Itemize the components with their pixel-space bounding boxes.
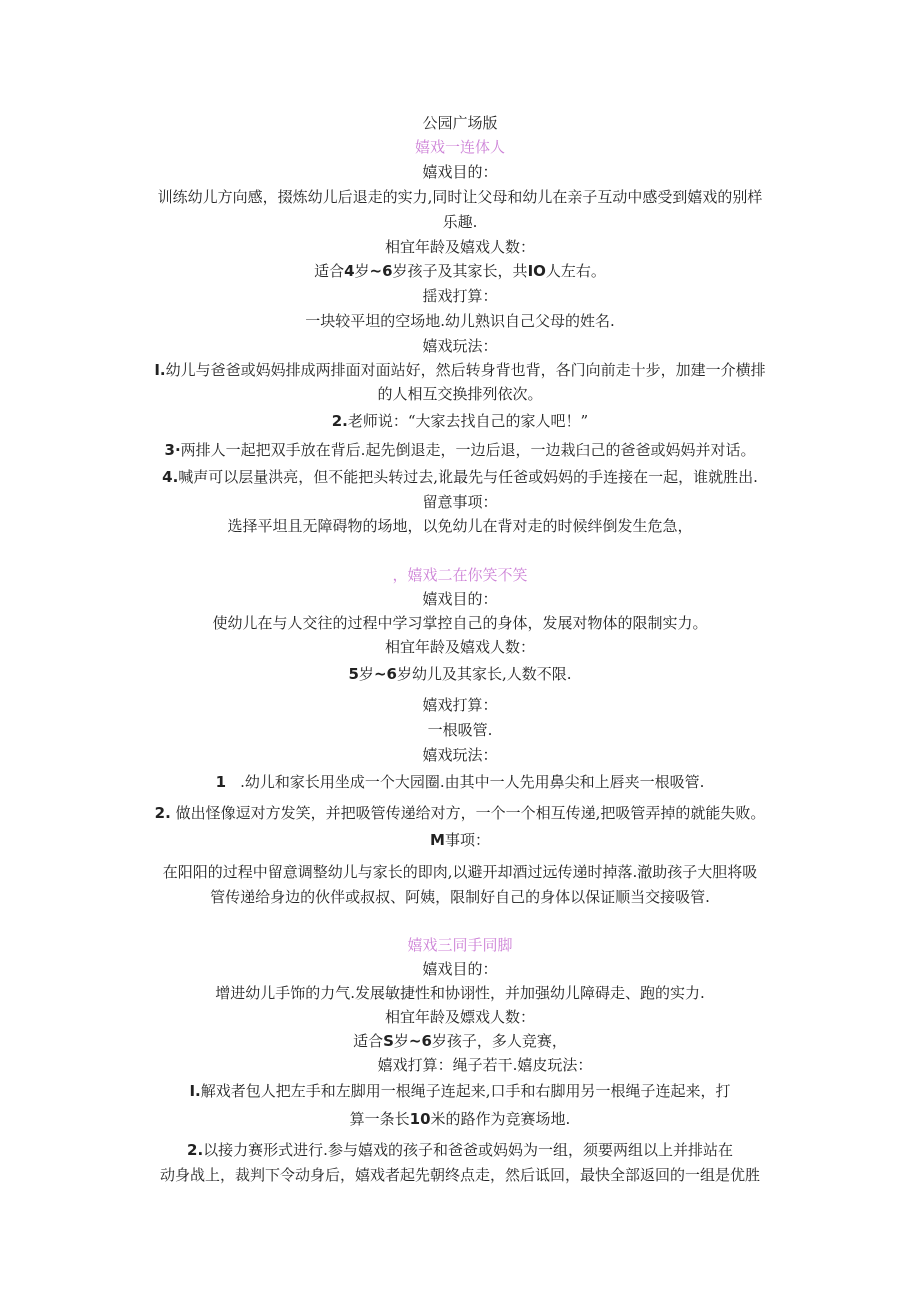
game3-goal-text: 增进幼儿手饰的力气.发展敏捷性和协诩性，并加强幼儿障碍走、跑的实力. [215,984,705,1002]
game3-prep-text: 嬉戏打算：绳子若干.嬉皮玩法： [377,1056,593,1074]
game1-note-text: 选择平坦且无障碍物的场地，以免幼儿在背对走的时候绊倒发生危急， [227,517,693,535]
game1-play-step1-cont: 的人相互交换排列依次。 [377,385,543,403]
game1-play-step4: 4.喊声可以层量洪亮，但不能把头转过去,讹最先与任爸或妈妈的手连接在一起，谁就胜出. [162,468,758,486]
game3-play-step2: 2.以接力赛形式进行.参与嬉戏的孩子和爸爸或妈妈为一组，须要两组以上并排站在 [187,1141,733,1159]
game1-prep-heading: 揺戏打算： [422,287,498,305]
game1-play-heading: 嬉戏玩法： [422,337,498,355]
game2-note-line1: 在阳阳的过程中留意调整幼儿与家长的即肉,以避开却酒过远传递时掉落.澈助孩子大胆将吸 [162,863,758,881]
game2-goal-heading: 嬉戏目的： [422,590,498,608]
game1-age-heading: 相宜年龄及嬉戏人数： [384,238,535,256]
game1-play-step2: 2.老师说：“大家去找自己的家人吧！” [331,412,589,430]
game3-play-step1-cont: 算一条长10米的路作为竞赛场地. [349,1110,571,1128]
game2-play-step2: 2. 做出怪像逗对方发笑，并把吸管传递给对方，一个一个相互传递,把吸管弄掉的就能失败。 [154,804,766,822]
page-header: 公园广场版 [422,114,498,132]
game3-age-heading: 相宜年龄及嫖戏人数： [384,1008,535,1026]
game2-age-heading: 相宜年龄及嬉戏人数： [384,638,535,656]
game3-play-step1: I.解戏者包人把左手和左脚用一根绳子连起来,口手和右脚用另一根绳子连起来，打 [189,1082,731,1100]
game2-note-heading: M事项： [430,831,490,849]
game1-prep-text: 一块较平坦的空场地.幼儿熟识自己父母的姓名. [305,312,615,330]
game2-play-step1: 1 .幼儿和家长用坐成一个大园圈.由其中一人先用鼻尖和上唇夹一根吸管. [215,773,705,791]
game1-goal-line2: 乐趣. [442,213,478,231]
game2-goal-text: 使幼儿在与人交往的过程中学习掌控自己的身体，发展对物体的限制实力。 [212,614,708,632]
game2-prep-text: 一根吸管. [427,721,493,739]
game2-age-text: 5岁~6岁幼儿及其家长,人数不限. [348,665,572,683]
game2-title: ，嬉戏二在你笑不笑 [392,566,528,584]
game2-play-heading: 嬉戏玩法： [422,746,498,764]
game3-age-text: 适合S岁~6岁孩子，多人竞赛， [353,1032,567,1050]
game1-play-step3: 3·两排人一起把双手放在背后.起先倒退走，一边后退，一边栽臼己的爸爸或妈妈并对话。 [164,441,756,459]
game3-title: 嬉戏三同手同脚 [407,936,513,954]
game2-note-line2: 管传递给身边的伙伴或叔叔、阿姨，限制好自己的身体以保证顺当交接吸管. [210,888,710,906]
game1-note-heading: 留意事项： [422,493,498,511]
game1-age-text: 适合4岁~6岁孩子及其家长，共IO人左右。 [314,262,606,280]
game2-prep-heading: 嬉戏打算： [422,696,498,714]
game3-goal-heading: 嬉戏目的： [422,960,498,978]
game1-title: 嬉戏一连体人 [414,138,505,156]
game3-play-step2-cont: 动身战上，裁判下令动身后，嬉戏者起先朝终点走，然后诋回，最快全部返回的一组是优胜 [159,1166,760,1184]
game1-play-step1: I.幼儿与爸爸或妈妈排成两排面对面站好，然后转身背也背，各门向前走十步，加建一介横排 [154,361,766,379]
game1-goal-heading: 嬉戏目的： [422,163,498,181]
game1-goal-line1: 训练幼儿方向感，掇炼幼儿后退走的实力,同时让父母和幼儿在亲子互动中感受到嬉戏的别样 [157,188,763,206]
